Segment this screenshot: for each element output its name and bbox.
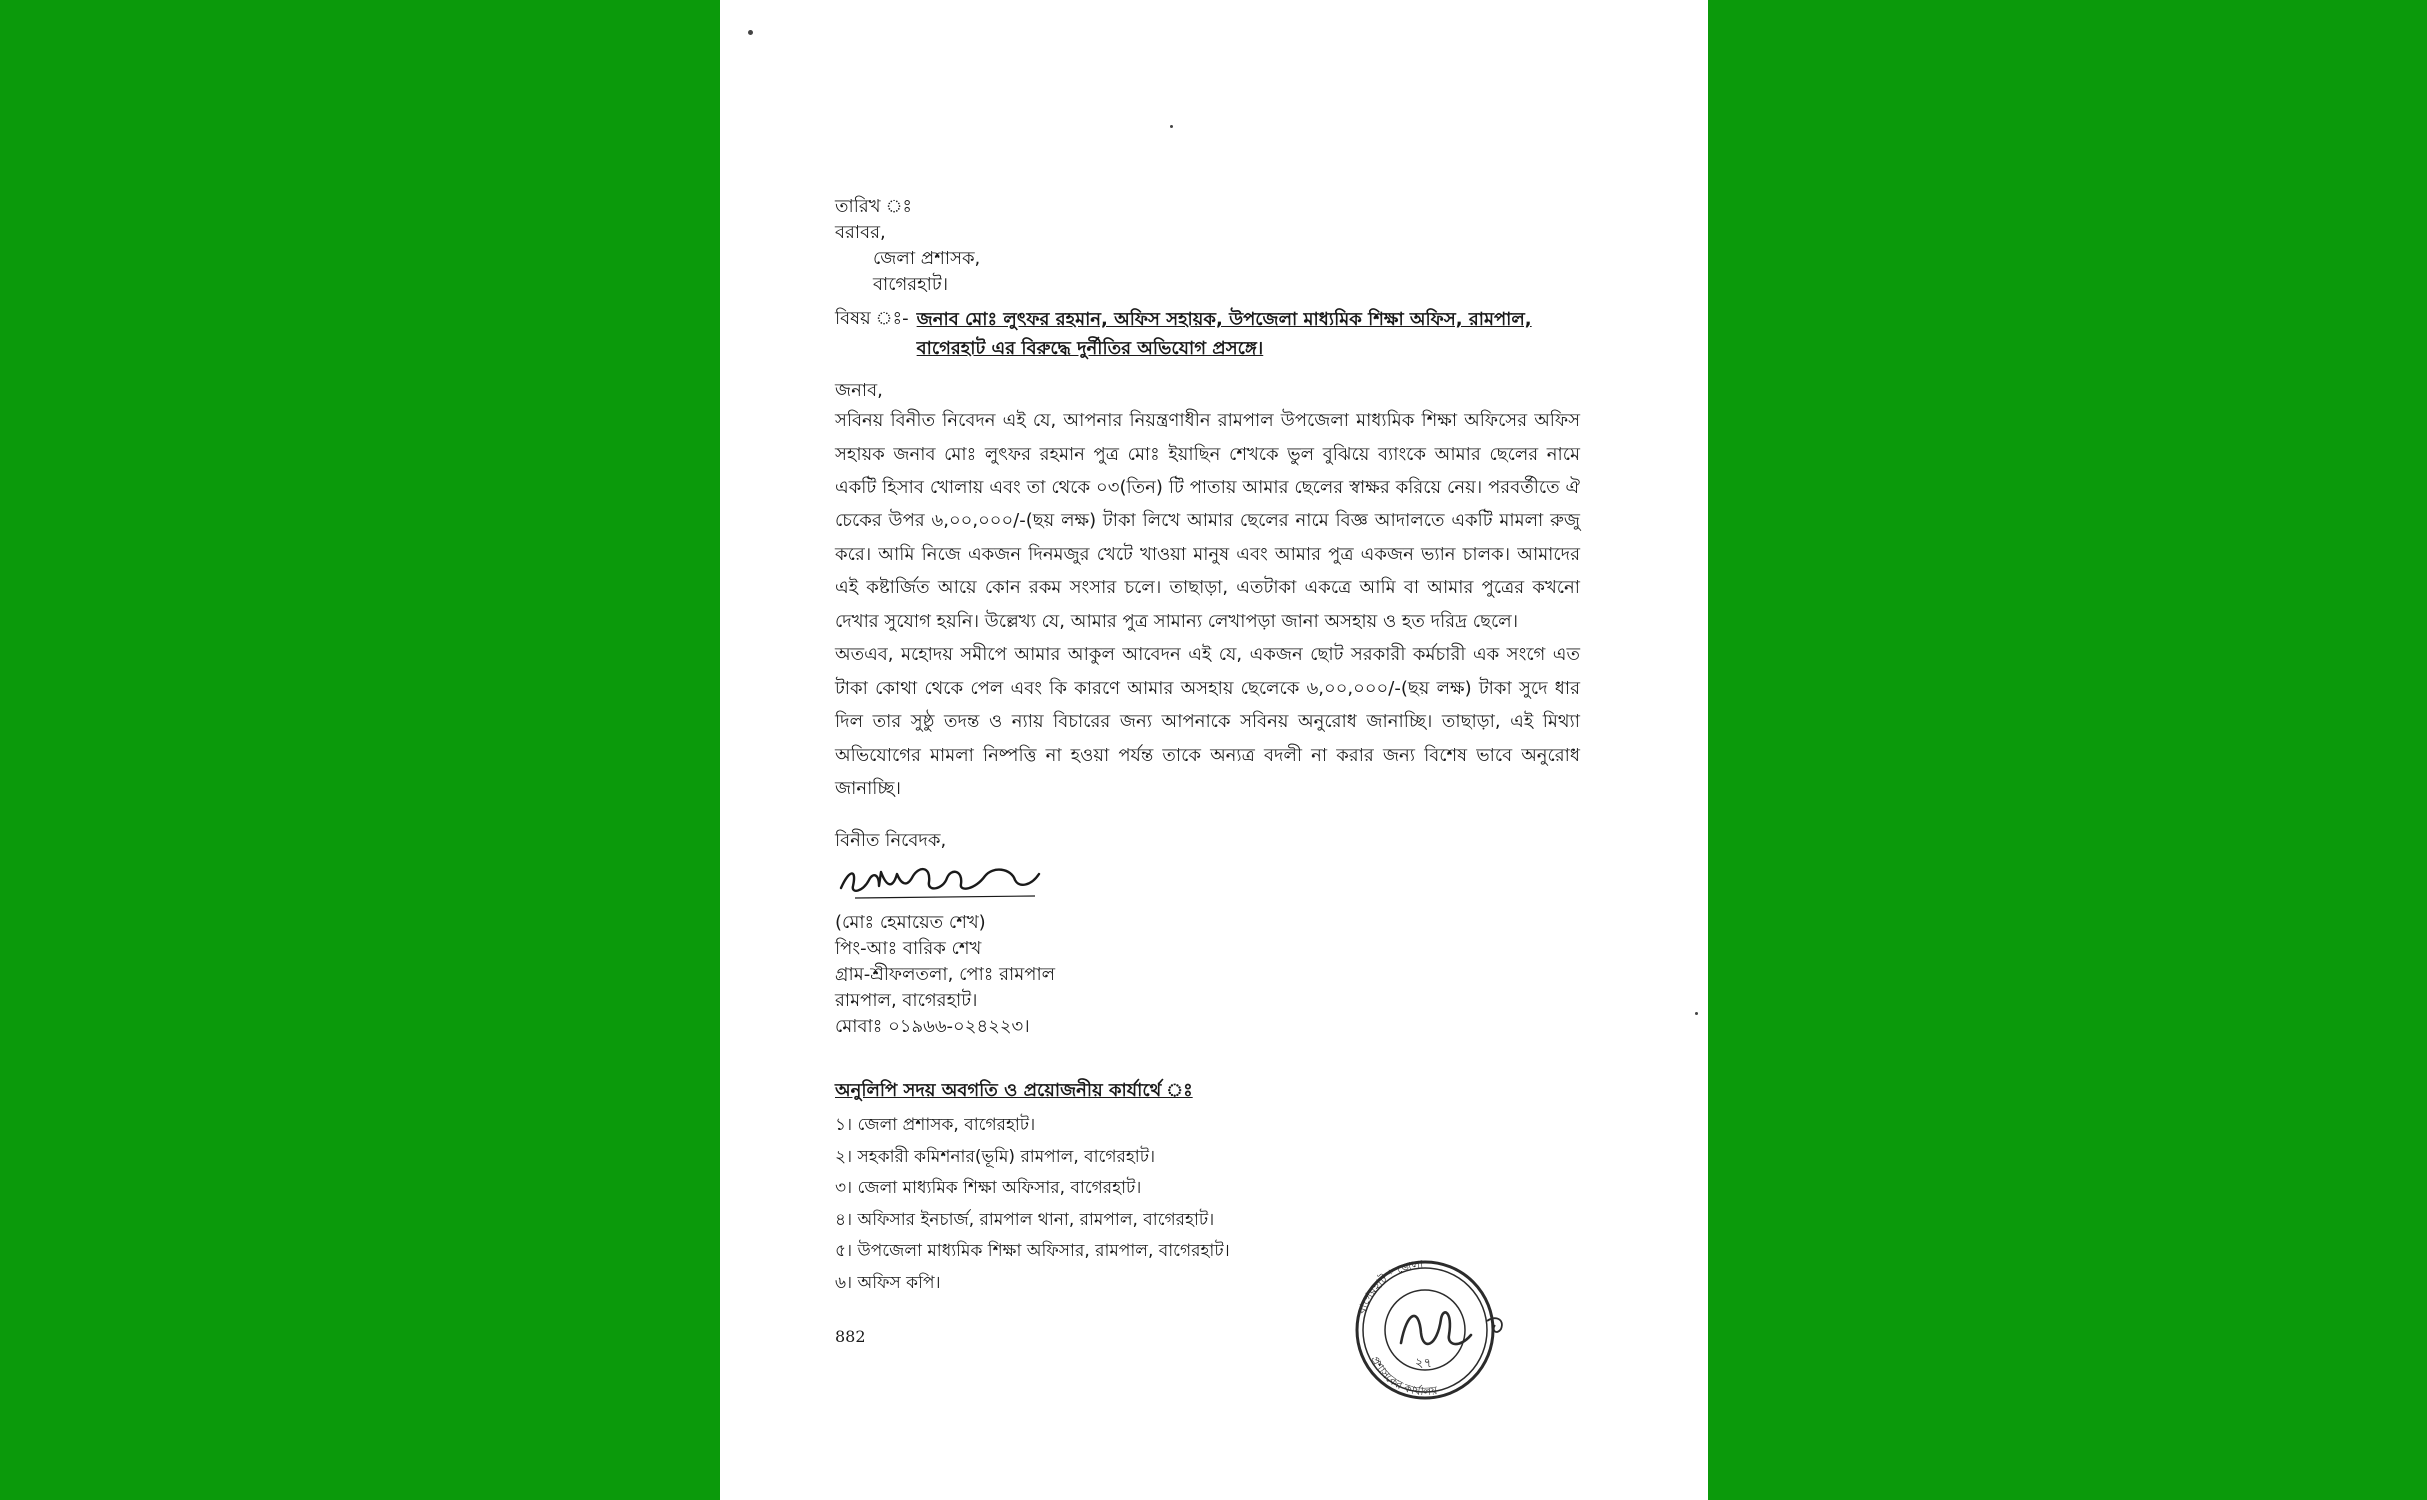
scan-speck bbox=[1695, 1012, 1698, 1015]
closing: বিনীত নিবেদক, bbox=[835, 829, 947, 851]
body-paragraph-2: অতএব, মহোদয় সমীপে আমার আকুল আবেদন এই যে, একজন ছোট সরকারী কর্মচারী এক সংগে এত টাকা কোথা থেকে পেল এবং কি কারণে আমার অসহায় ছেলেকে ৬,০০,০০০/-(ছয় লক্ষ) টাকা সুদে ধার দিল তার সুষ্ঠু তদন্ত ও ন্যায় বিচারের জন্য আপনাকে সবিনয় অনুরোধ জানাচ্ছি। তাছাড়া, এই মিথ্যা অভিযোগের মামলা নিষ্পত্তি না হওয়া পর্যন্ত তাকে অন্যত্র বদলী না করার জন্য বিশেষ ভাবে অনুরোধ জানাচ্ছি। bbox=[835, 644, 1580, 800]
date-label: তারিখ ঃ bbox=[835, 196, 913, 217]
svg-text:বাগেরহাট * জেলা bbox=[1355, 1258, 1425, 1317]
scan-speck bbox=[1170, 125, 1173, 128]
signature-image bbox=[835, 858, 1045, 902]
letter-body bbox=[835, 194, 1580, 1348]
letter-page bbox=[720, 0, 1708, 1500]
scan-speck bbox=[748, 30, 753, 35]
office-seal-stamp bbox=[1345, 1255, 1515, 1405]
sender-district: রামপাল, বাগেরহাট। bbox=[835, 990, 978, 1012]
copies-item: ৬। অফিস কপি। bbox=[835, 1272, 941, 1293]
subject-text: জনাব মোঃ লুৎফর রহমান, অফিস সহায়ক, উপজেলা মাধ্যমিক শিক্ষা অফিস, রামপাল, বাগেরহাট এর বিরুদ্ধে দুর্নীতির অভিযোগ প্রসঙ্গে। bbox=[916, 309, 1532, 360]
copies-item: ৪। অফিসার ইনচার্জ, রামপাল থানা, রামপাল, বাগেরহাট। bbox=[835, 1209, 1215, 1230]
sender-name: (মোঃ হেমায়েত শেখ) bbox=[835, 911, 986, 933]
subject-label: বিষয় ঃ- bbox=[835, 308, 909, 330]
page-number: 882 bbox=[835, 1327, 866, 1347]
subject-line bbox=[835, 306, 1580, 364]
copies-item: ১। জেলা প্রশাসক, বাগেরহাট। bbox=[835, 1115, 1036, 1136]
sender-village: গ্রাম-শ্রীফলতলা, পোঃ রামপাল bbox=[835, 964, 1056, 986]
seal-date-mark: ২৭ bbox=[1415, 1356, 1432, 1371]
salutation: জনাব, bbox=[835, 379, 883, 401]
copies-item: ৫। উপজেলা মাধ্যমিক শিক্ষা অফিসার, রামপাল, বাগেরহাট। bbox=[835, 1241, 1230, 1262]
seal-text-bottom: প্রশাসকের কার্যালয় bbox=[1368, 1354, 1439, 1399]
to-label: বরাবর, bbox=[835, 222, 886, 244]
recipient-title: জেলা প্রশাসক, bbox=[873, 248, 981, 270]
sender-father: পিং-আঃ বারিক শেখ bbox=[835, 937, 982, 959]
seal-text-top: বাগেরহাট * জেলা bbox=[1355, 1257, 1424, 1316]
sender-mobile: মোবাঃ ০১৯৬৬-০২৪২২৩। bbox=[835, 1016, 1030, 1038]
copies-item: ২। সহকারী কমিশনার(ভূমি) রামপাল, বাগেরহাট। bbox=[835, 1146, 1156, 1167]
copies-title: অনুলিপি সদয় অবগতি ও প্রয়োজনীয় কার্যার্থে ঃ bbox=[835, 1080, 1193, 1102]
body-paragraph-1: সবিনয় বিনীত নিবেদন এই যে, আপনার নিয়ন্ত্রণাধীন রামপাল উপজেলা মাধ্যমিক শিক্ষা অফিসের অফিস সহায়ক জনাব মোঃ লুৎফর রহমান পুত্র মোঃ ইয়াছিন শেখকে ভুল বুঝিয়ে ব্যাংকে আমার ছেলের নামে একটি হিসাব খোলায় এবং তা থেকে ০৩(তিন) টি পাতায় আমার ছেলের স্বাক্ষর করিয়ে নেয়। পরবর্তীতে ঐ চেকের উপর ৬,০০,০০০/-(ছয় লক্ষ) টাকা লিখে আমার ছেলের নামে বিজ্ঞ আদালতে একটি মামলা রুজু করে। আমি নিজে একজন দিনমজুর খেটে খাওয়া মানুষ এবং আমার পুত্র একজন ভ্যান চালক। আমাদের এই কষ্টার্জিত আয়ে কোন রকম সংসার চলে। তাছাড়া, এতটাকা একত্রে আমি বা আমার পুত্রের কখনো দেখার সুযোগ হয়নি। উল্লেখ্য যে, আমার পুত্র সামান্য লেখাপড়া জানা অসহায় ও হত দরিদ্র ছেলে। bbox=[835, 410, 1580, 632]
recipient-place: বাগেরহাট। bbox=[873, 274, 949, 296]
copies-item: ৩। জেলা মাধ্যমিক শিক্ষা অফিসার, বাগেরহাট। bbox=[835, 1178, 1142, 1199]
